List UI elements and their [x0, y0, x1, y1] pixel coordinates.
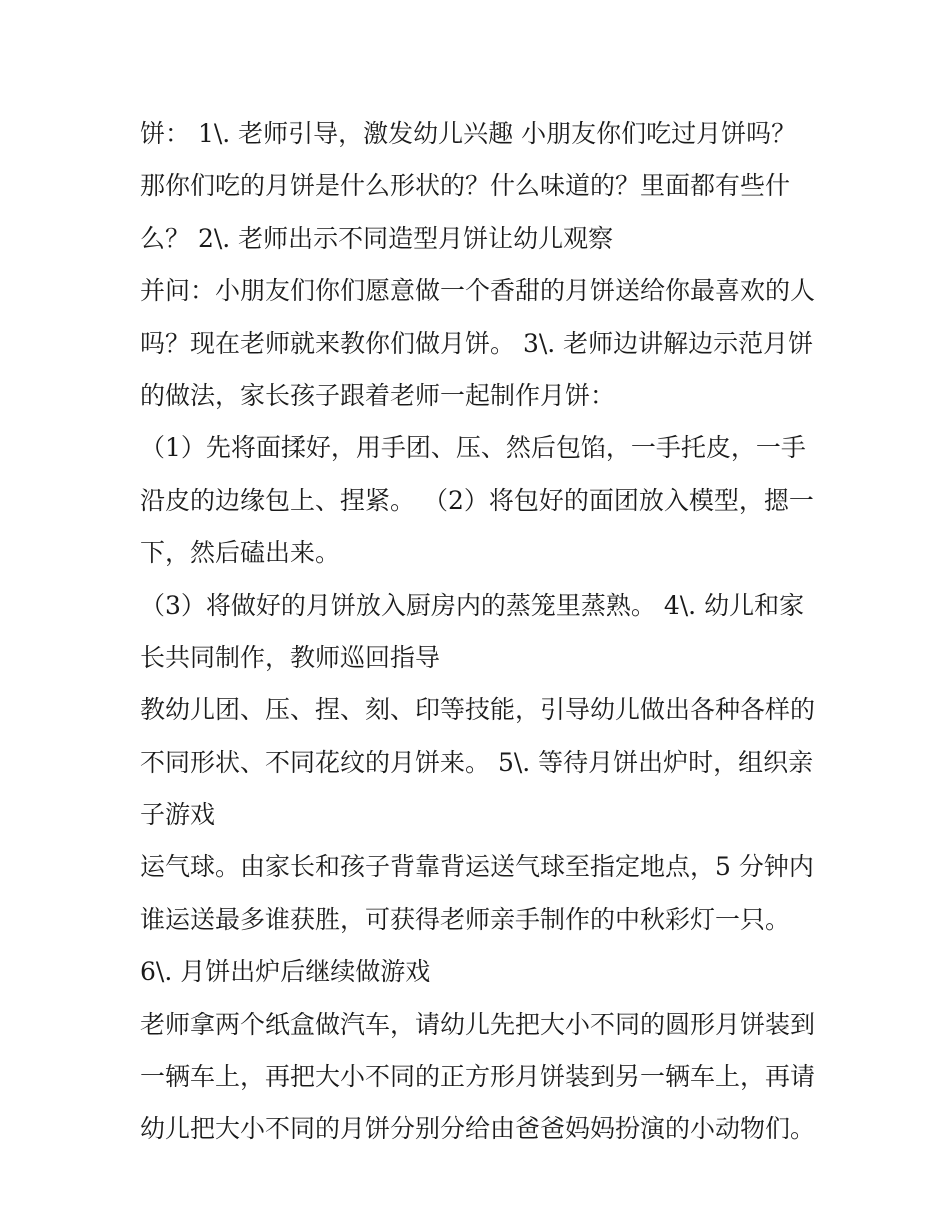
text-line-19: 一辆车上，再把大小不同的正方形月饼装到另一辆车上，再请: [140, 1062, 816, 1092]
text-line-9: 下，然后磕出来。: [140, 538, 341, 568]
text-line-14: 子游戏: [140, 800, 216, 830]
text-line-3: 么？ 2\. 老师出示不同造型月饼让幼儿观察: [140, 223, 614, 253]
text-line-6: 的做法，家长孩子跟着老师一起制作月饼：: [140, 380, 616, 410]
text-line-5: 吗？现在老师就来教你们做月饼。 3\. 老师边讲解边示范月饼: [140, 328, 814, 358]
document-body: [140, 108, 830, 1156]
text-line-4: 并问：小朋友们你们愿意做一个香甜的月饼送给你最喜欢的人: [140, 276, 816, 306]
text-line-18: 老师拿两个纸盒做汽车，请幼儿先把大小不同的圆形月饼装到: [140, 1009, 816, 1039]
text-line-17: 6\. 月饼出炉后继续做游戏: [140, 957, 431, 987]
text-line-10: （3）将做好的月饼放入厨房内的蒸笼里蒸熟。 4\. 幼儿和家: [140, 590, 805, 620]
text-line-7: （1）先将面揉好，用手团、压、然后包馅，一手托皮，一手: [140, 433, 806, 463]
text-line-20: 幼儿把大小不同的月饼分别分给由爸爸妈妈扮演的小动物们。: [140, 1114, 816, 1144]
text-line-11: 长共同制作，教师巡回指导: [140, 642, 441, 672]
text-line-13: 不同形状、不同花纹的月饼来。 5\. 等待月饼出炉时，组织亲: [140, 747, 814, 777]
text-line-2: 那你们吃的月饼是什么形状的？什么味道的？里面都有些什: [140, 171, 791, 201]
text-line-16: 谁运送最多谁获胜，可获得老师亲手制作的中秋彩灯一只。: [140, 904, 791, 934]
text-line-1: 饼： 1\. 老师引导，激发幼儿兴趣 小朋友你们吃过月饼吗？: [140, 119, 797, 148]
text-line-15: 运气球。由家长和孩子背靠背运送气球至指定地点，5 分钟内: [140, 852, 814, 882]
text-line-12: 教幼儿团、压、捏、刻、印等技能，引导幼儿做出各种各样的: [140, 695, 816, 725]
text-line-8: 沿皮的边缘包上、捏紧。 （2）将包好的面团放入模型，摁一: [140, 485, 814, 515]
